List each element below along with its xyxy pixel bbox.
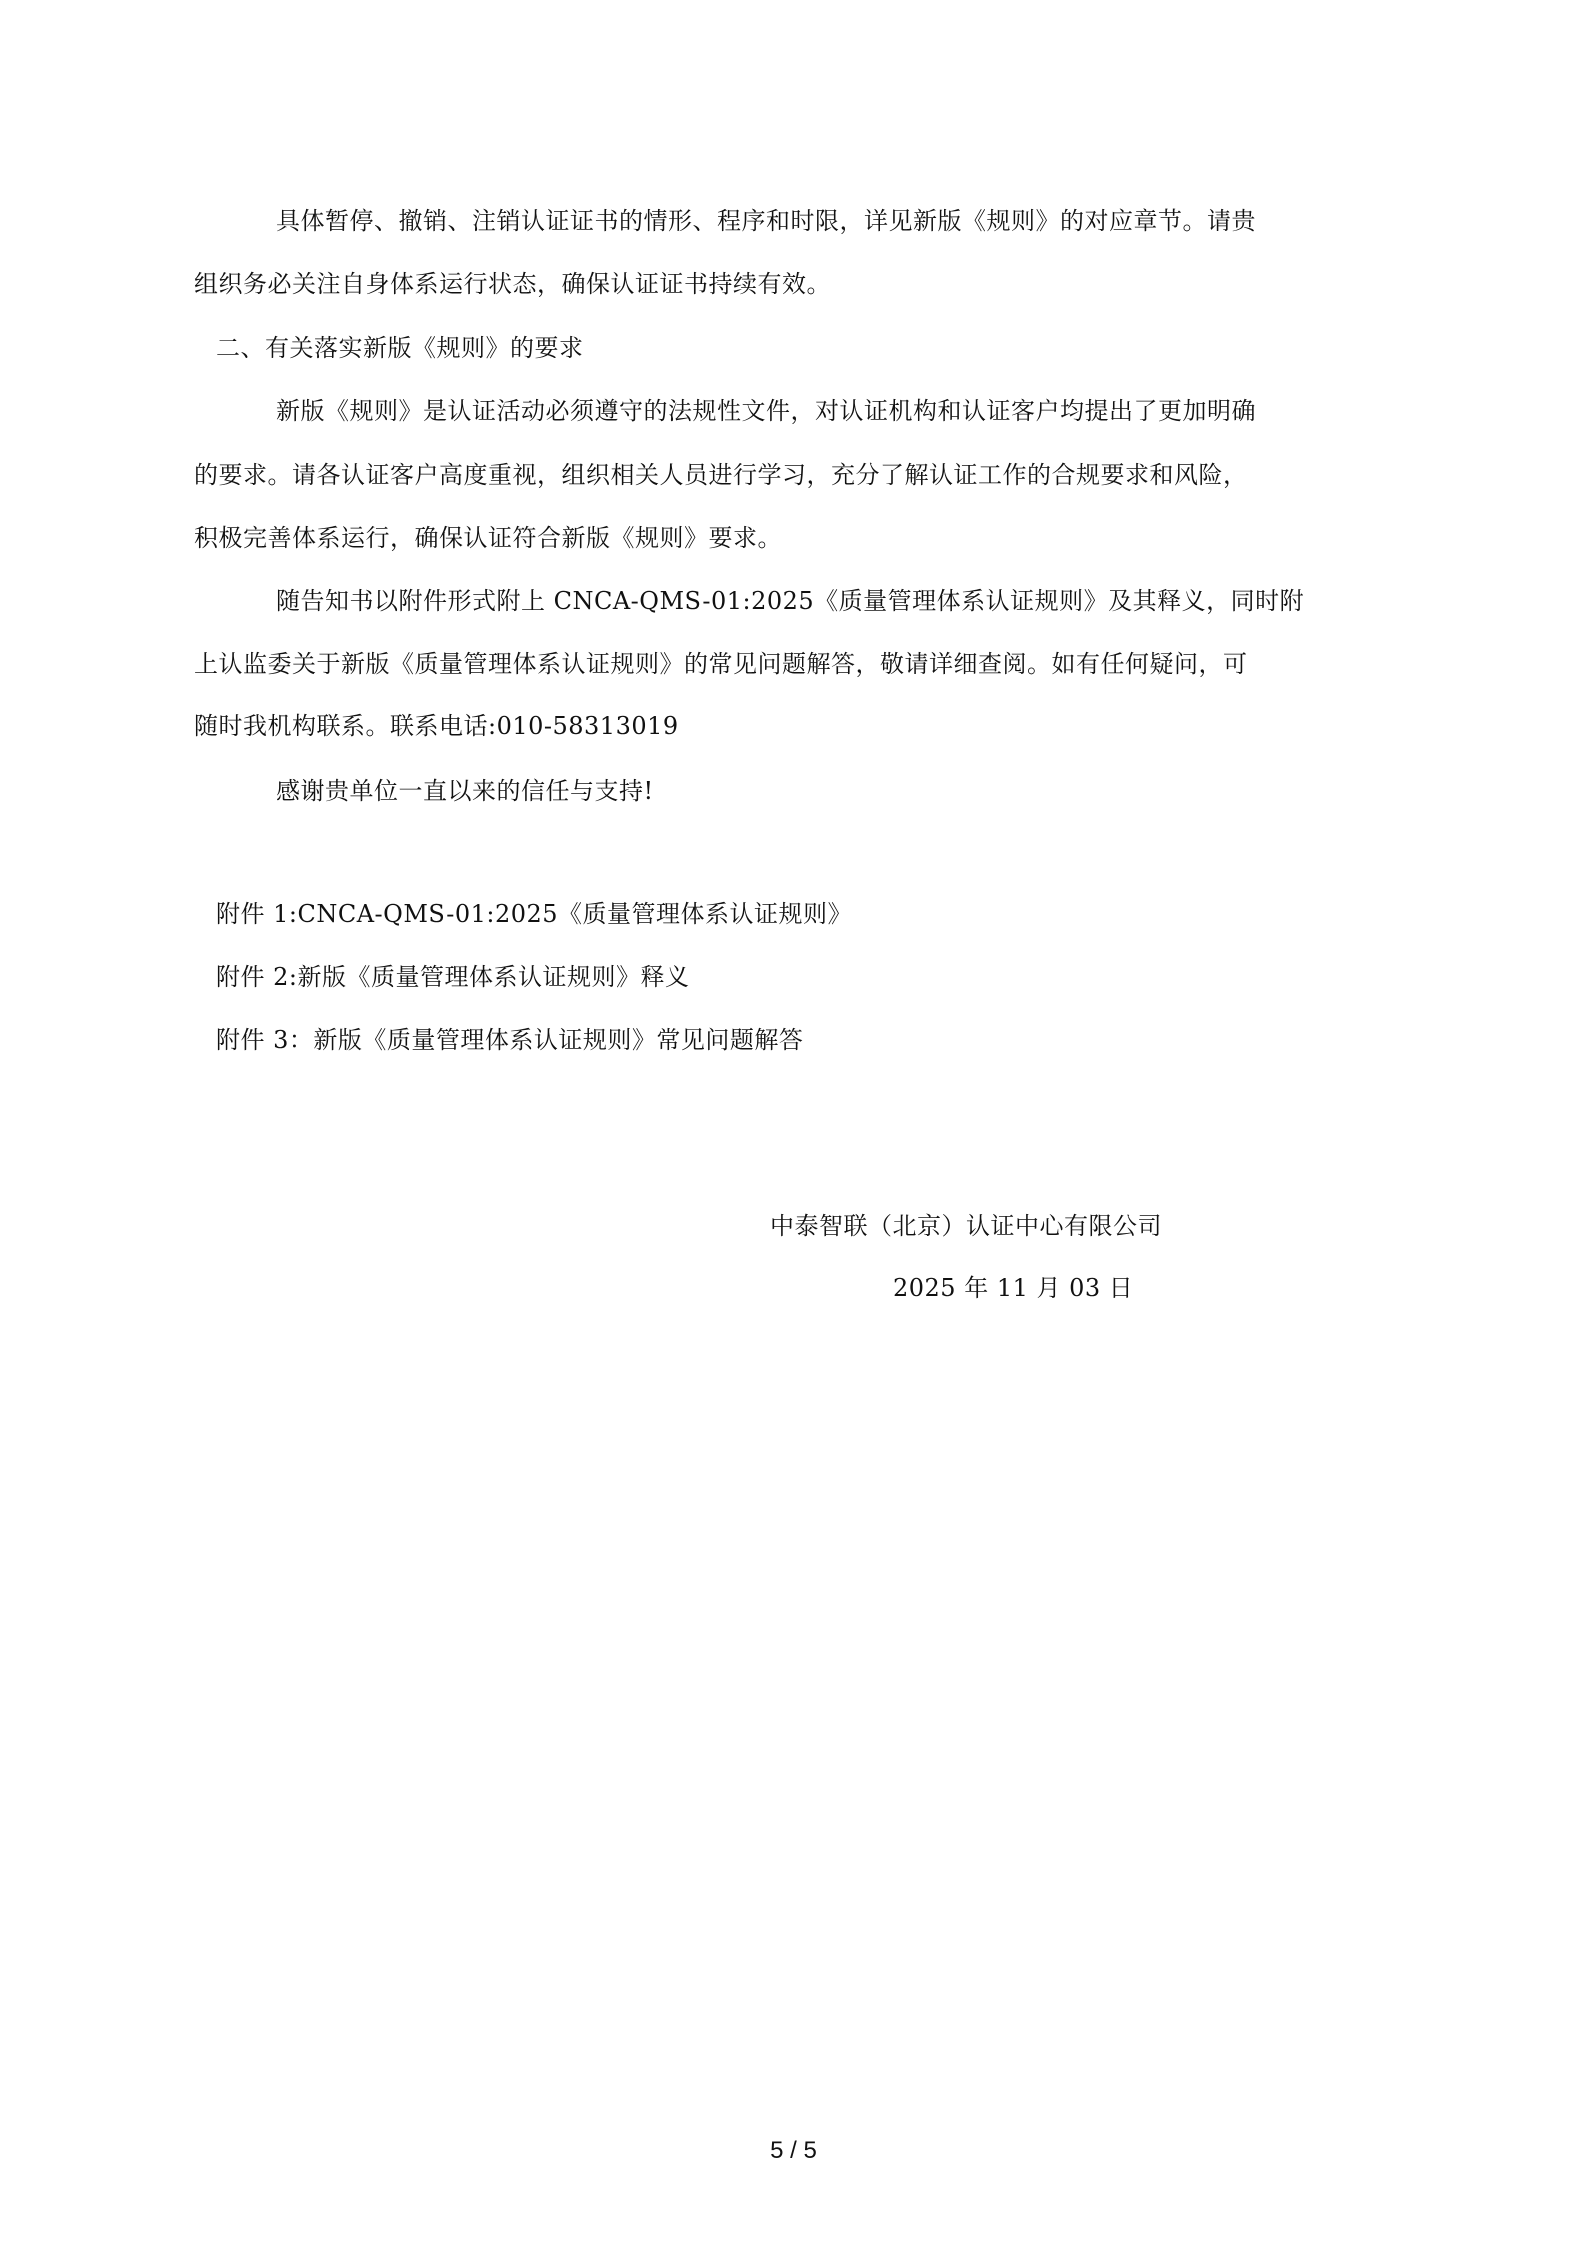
paragraph-1-line-1: 具体暂停、撤销、注销认证证书的情形、程序和时限，详见新版《规则》的对应章节。请贵 <box>276 207 1256 235</box>
paragraph-1-line-2: 组织务必关注自身体系运行状态，确保认证证书持续有效。 <box>194 270 831 298</box>
paragraph-3-line-3: 随时我机构联系。联系电话:010-58313019 <box>194 712 679 740</box>
paragraph-3-line-2: 上认监委关于新版《质量管理体系认证规则》的常见问题解答，敬请详细查阅。如有任何疑问，可 <box>194 650 1248 678</box>
page-number: 5 / 5 <box>770 2137 817 2164</box>
paragraph-2-line-2: 的要求。请各认证客户高度重视，组织相关人员进行学习，充分了解认证工作的合规要求和风险， <box>194 461 1248 489</box>
attachment-2: 附件 2:新版《质量管理体系认证规则》释义 <box>216 963 690 991</box>
attachment-1: 附件 1:CNCA-QMS-01:2025《质量管理体系认证规则》 <box>216 900 853 928</box>
signature-date: 2025 年 11 月 03 日 <box>893 1274 1134 1302</box>
paragraph-2-line-3: 积极完善体系运行，确保认证符合新版《规则》要求。 <box>194 524 782 552</box>
signature-organization: 中泰智联（北京）认证中心有限公司 <box>770 1212 1162 1240</box>
attachment-3: 附件 3：新版《质量管理体系认证规则》常见问题解答 <box>216 1026 804 1054</box>
section-heading: 二、有关落实新版《规则》的要求 <box>216 334 584 362</box>
paragraph-2-line-1: 新版《规则》是认证活动必须遵守的法规性文件，对认证机构和认证客户均提出了更加明确 <box>276 397 1256 425</box>
thanks-line: 感谢贵单位一直以来的信任与支持! <box>276 777 654 805</box>
paragraph-3-line-1: 随告知书以附件形式附上 CNCA-QMS-01:2025《质量管理体系认证规则》及其释义，同时附 <box>276 587 1305 615</box>
